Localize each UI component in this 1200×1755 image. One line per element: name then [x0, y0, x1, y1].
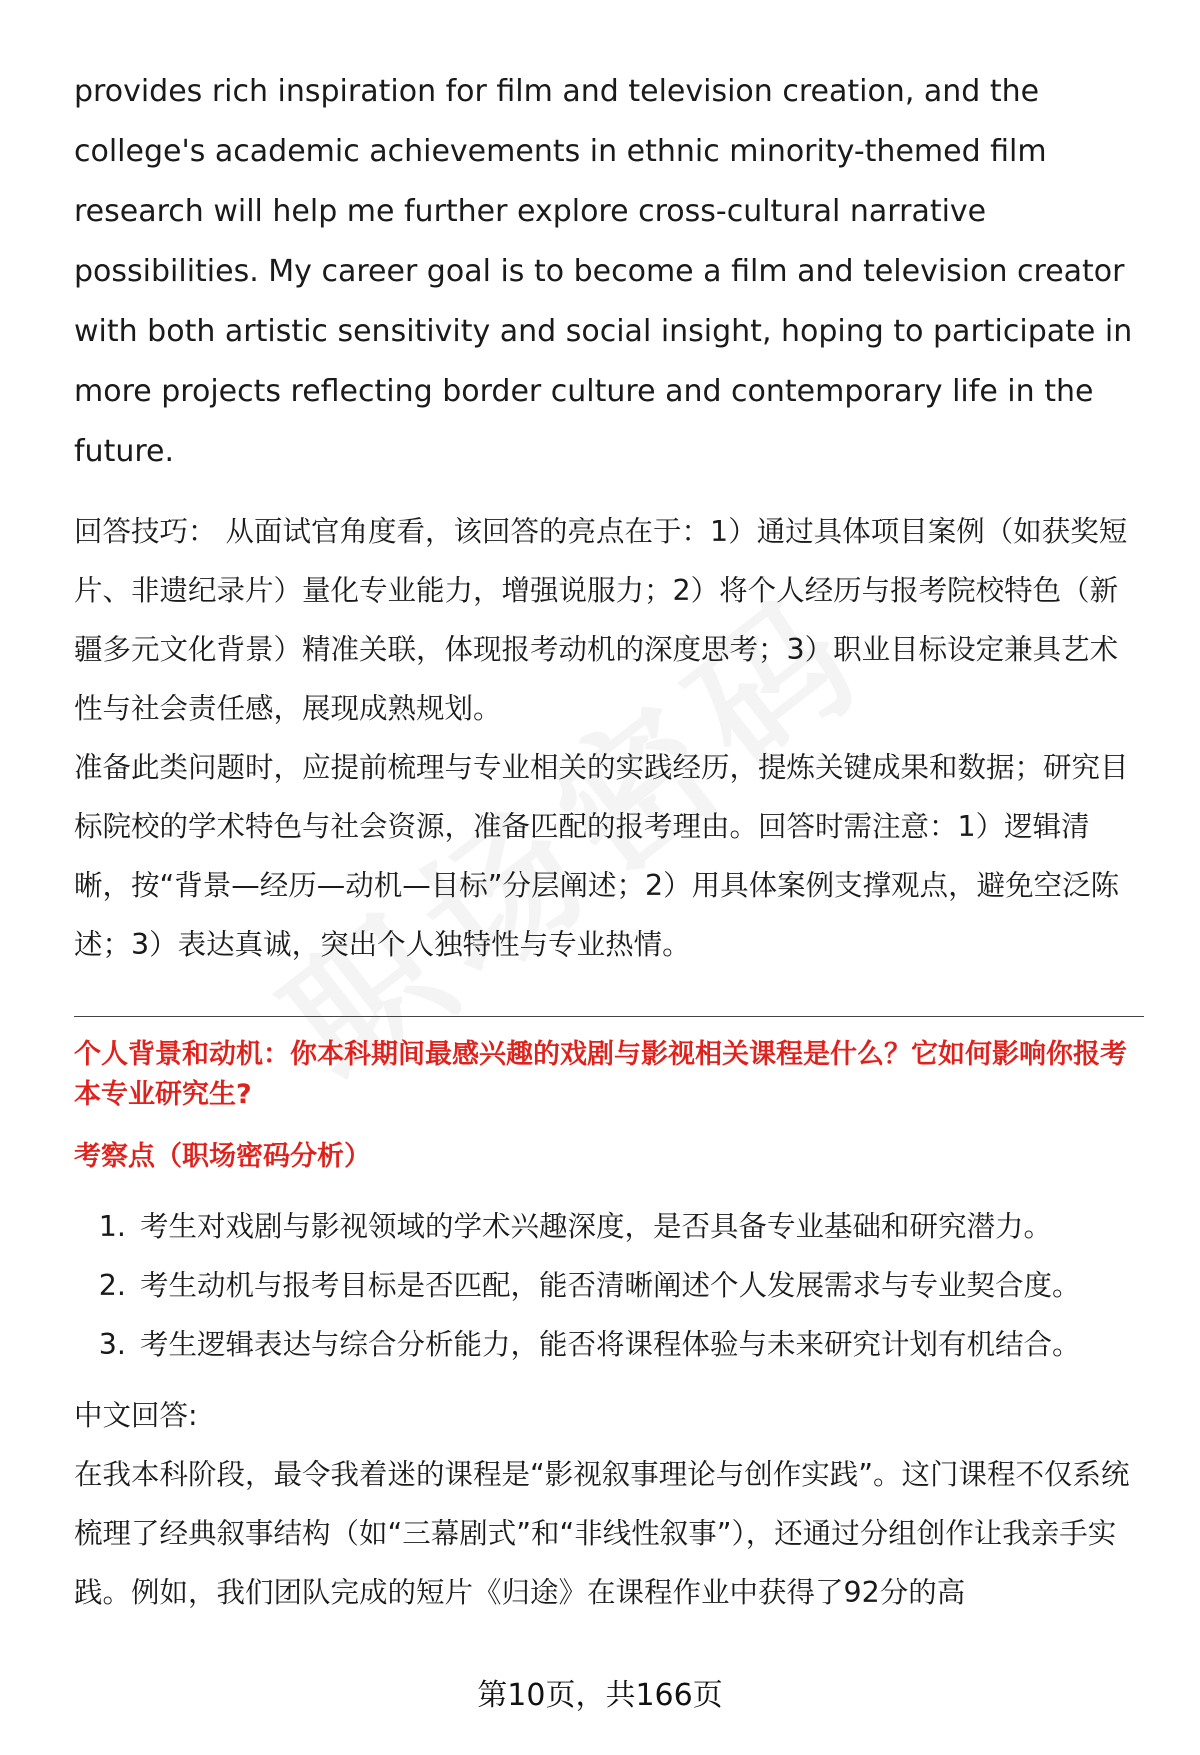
- section-divider: [74, 1016, 1144, 1017]
- assessment-heading: 考察点（职场密码分析）: [74, 1141, 371, 1172]
- english-paragraph: provides rich inspiration for film and television creation, and the college's academic achievements in ethnic minority-themed film research will help me further explore cross-cultural narrative possibilities. My career goal is to become a film and television creator with both artistic sensitivity and social insight, hoping to participate in more projects reflecting border culture and contemporary life in the future.: [74, 74, 1133, 469]
- list-item-number: 2.: [98, 1269, 126, 1302]
- list-item-number: 1.: [98, 1210, 126, 1243]
- document-page: [74, 62, 1144, 1622]
- answer-tips-paragraph: 回答技巧： 从面试官角度看，该回答的亮点在于：1）通过具体项目案例（如获奖短片、非遗纪录片）量化专业能力，增强说服力；2）将个人经历与报考院校特色（新疆多元文化背景）精准关联，体现报考动机的深度思考；3）职业目标设定兼具艺术性与社会责任感，展现成熟规划。: [74, 515, 1128, 725]
- chinese-answer-label: 中文回答:: [74, 1399, 198, 1432]
- list-item-text: 考生动机与报考目标是否匹配，能否清晰阐述个人发展需求与专业契合度。: [140, 1269, 1081, 1302]
- preparation-paragraph: 准备此类问题时，应提前梳理与专业相关的实践经历，提炼关键成果和数据；研究目标院校的学术特色与社会资源，准备匹配的报考理由。回答时需注意：1）逻辑清晰，按“背景—经历—动机—目标”分层阐述；2）用具体案例支撑观点，避免空泛陈述；3）表达真诚，突出个人独特性与专业热情。: [74, 751, 1129, 961]
- list-item: [74, 1315, 1144, 1374]
- question-heading: 个人背景和动机：你本科期间最感兴趣的戏剧与影视相关课程是什么？它如何影响你报考本专业研究生?: [74, 1039, 1127, 1110]
- assessment-list: [74, 1197, 1144, 1374]
- list-item-number: 3.: [98, 1328, 126, 1361]
- list-item-text: 考生逻辑表达与综合分析能力，能否将课程体验与未来研究计划有机结合。: [140, 1328, 1081, 1361]
- list-item: [74, 1256, 1144, 1315]
- page-footer: 第10页，共166页: [477, 1678, 723, 1713]
- list-item-text: 考生对戏剧与影视领域的学术兴趣深度，是否具备专业基础和研究潜力。: [140, 1210, 1053, 1243]
- chinese-answer-text: 在我本科阶段，最令我着迷的课程是“影视叙事理论与创作实践”。这门课程不仅系统梳理了经典叙事结构（如“三幕剧式”和“非线性叙事”），还通过分组创作让我亲手实践。例如，我们团队完成的短片《归途》在课程作业中获得了92分的高: [74, 1458, 1130, 1609]
- list-item: [74, 1197, 1144, 1256]
